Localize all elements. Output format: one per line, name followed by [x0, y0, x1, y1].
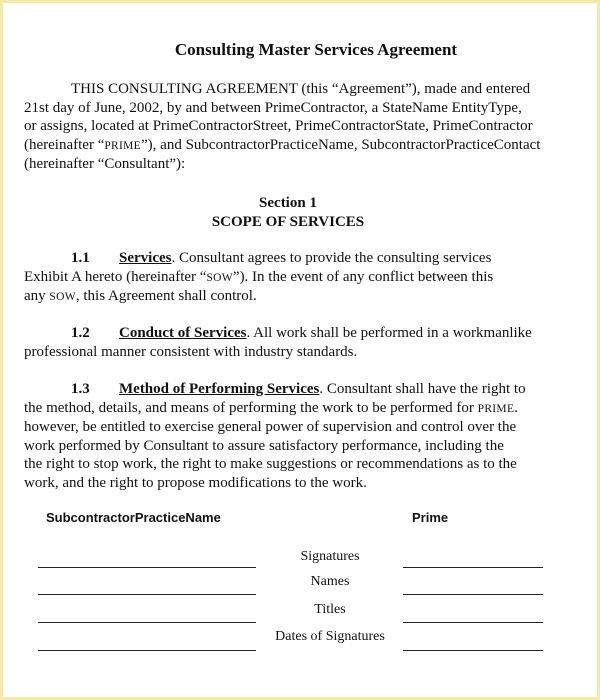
signature-line-left — [38, 567, 256, 568]
signature-party-right: Prime — [412, 510, 449, 525]
intro-line: (hereinafter “Consultant”): — [24, 156, 186, 173]
title-line-right — [403, 622, 543, 623]
clause-heading: Services — [119, 250, 172, 266]
date-line-right — [403, 650, 543, 651]
clause-number: 1.1 — [71, 250, 90, 266]
clause-number: 1.2 — [71, 325, 90, 341]
clause-1-3: 1.3 Method of Performing Services. Consultant shall have the right to the method, details, and means of performing the work to be performed for PRIME. however, be entitled to exercise general power of supervision and control over the work performed by Consultant to assure satisfactory performance, including the the right to stop work, the right to make suggestions or recommendations as to the work, and the right to propose modifications to the work. — [24, 381, 526, 491]
signature-party-left: SubcontractorPracticeName — [46, 510, 221, 525]
title-line-left — [38, 622, 256, 623]
document-title: Consulting Master Services Agreement — [174, 40, 458, 59]
signatures-label: Signatures — [300, 549, 360, 564]
intro-line: 21st day of June, 2002, by and between PrimeContractor, a StateName EntityType, — [24, 99, 522, 116]
intro-line: or assigns, located at PrimeContractorStreet, PrimeContractorState, PrimeContractor — [24, 118, 533, 135]
name-line-right — [403, 594, 543, 595]
intro-line: (hereinafter “PRIME”), and SubcontractorPracticeName, SubcontractorPracticeContact — [24, 136, 541, 153]
intro-line: THIS CONSULTING AGREEMENT (this “Agreement”), made and entered — [71, 81, 531, 97]
clause-heading: Conduct of Services — [119, 325, 247, 341]
clause-heading: Method of Performing Services — [119, 381, 320, 397]
section-number: Section 1 — [259, 195, 317, 211]
titles-label: Titles — [314, 602, 346, 617]
names-label: Names — [310, 574, 350, 589]
name-line-left — [38, 594, 256, 595]
clause-1-2: 1.2 Conduct of Services. All work shall be performed in a workmanlike professional manner consistent with industry standards. — [24, 325, 532, 360]
clause-number: 1.3 — [71, 381, 90, 397]
section-title: SCOPE OF SERVICES — [211, 214, 365, 230]
intro-paragraph — [24, 80, 540, 174]
clause-1-1: 1.1 Services. Consultant agrees to provide the consulting services Exhibit A hereto (hereinafter “SOW”). In the event of any conflict between this any SOW, this Agreement shall control. — [24, 250, 494, 305]
signature-line-right — [403, 567, 543, 568]
dates-label: Dates of Signatures — [275, 629, 385, 644]
date-line-left — [38, 650, 256, 651]
